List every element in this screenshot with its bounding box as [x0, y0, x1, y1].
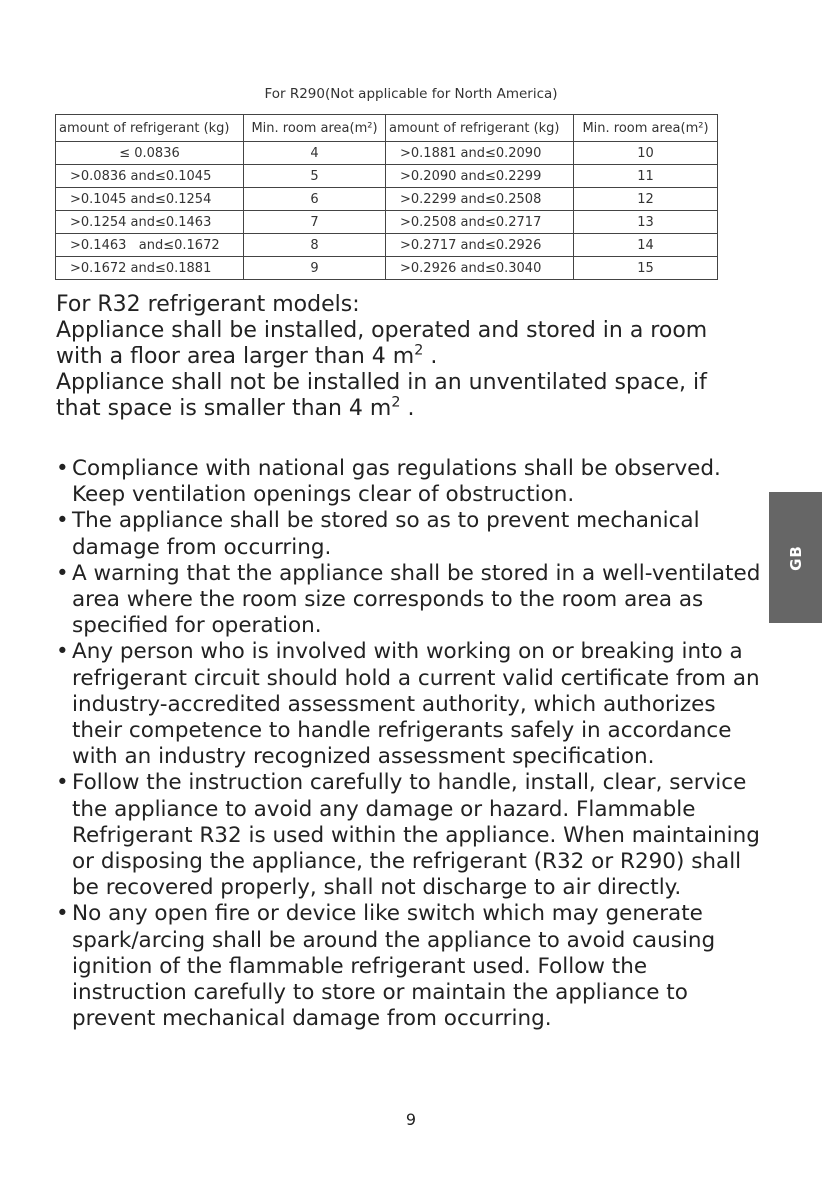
bullet-text: No any open fire or device like switch which may generate spark/arcing shall be around the appliance to avoid causing ignition of the flammable refrigerant used. Follow the instruction carefully to store or maintain the appliance to prevent mechanical damage from occurring. [72, 901, 716, 1032]
table-cell: >0.2090 and≤0.2299 [386, 165, 574, 188]
table-cell: >0.1254 and≤0.1463 [56, 211, 244, 234]
requirement-end: . [423, 344, 438, 369]
header-min-room-area: Min. room area(m²) [574, 115, 718, 142]
r32-intro [56, 292, 756, 422]
r32-heading: For R32 refrigerant models: [56, 292, 360, 317]
table-cell: >0.2508 and≤0.2717 [386, 211, 574, 234]
table-header-row [56, 115, 718, 142]
bullet-icon: • [56, 508, 69, 534]
r32-floor-area-requirement [56, 318, 756, 370]
table-cell: 12 [574, 188, 718, 211]
table-caption: For R290(Not applicable for North America) [264, 86, 558, 102]
table-cell: >0.1463 and≤0.1672 [56, 234, 244, 257]
superscript: 2 [391, 394, 401, 411]
table-row [56, 257, 718, 280]
bullet-text: The appliance shall be stored so as to prevent mechanical damage from occurring. [72, 508, 700, 560]
requirement-text: Appliance shall be installed, operated and stored in a room with a floor area larger than 4 m [56, 318, 708, 369]
bullet-icon: • [56, 901, 69, 927]
table-cell: >0.2717 and≤0.2926 [386, 234, 574, 257]
header-refrigerant-amount: amount of refrigerant (kg) [56, 115, 244, 142]
table-cell: 8 [244, 234, 386, 257]
bullet-text: Follow the instruction carefully to handle, install, clear, service the appliance to avoid any damage or hazard. Flammable Refrigerant R32 is used within the appliance. When maintaining or disposing the appliance, the refrigerant (R32 or R290) shall be recovered properly, shall not discharge to air directly. [72, 770, 760, 901]
bullet-text: A warning that the appliance shall be stored in a well-ventilated area where the room size corresponds to the room area as specified for operation. [72, 560, 761, 639]
table-cell: 11 [574, 165, 718, 188]
list-item [56, 508, 766, 560]
table-cell: 7 [244, 211, 386, 234]
table-cell: 15 [574, 257, 718, 280]
bullet-icon: • [56, 456, 69, 481]
table-cell: 6 [244, 188, 386, 211]
refrigerant-table [55, 114, 718, 280]
list-item [56, 456, 766, 508]
table-cell: 14 [574, 234, 718, 257]
header-min-room-area: Min. room area(m²) [244, 115, 386, 142]
table-row [56, 188, 718, 211]
table-cell: >0.2299 and≤0.2508 [386, 188, 574, 211]
table-cell: >0.0836 and≤0.1045 [56, 165, 244, 188]
table-cell: ≤ 0.0836 [56, 142, 244, 165]
table-cell: >0.1672 and≤0.1881 [56, 257, 244, 280]
page-number: 9 [405, 1110, 417, 1129]
table-row [56, 165, 718, 188]
table-cell: 4 [244, 142, 386, 165]
header-refrigerant-amount: amount of refrigerant (kg) [386, 115, 574, 142]
list-item [56, 561, 766, 640]
list-item [56, 639, 766, 770]
table-cell: >0.2926 and≤0.3040 [386, 257, 574, 280]
safety-bullet-list [56, 456, 766, 1032]
r32-ventilation-requirement [56, 370, 756, 422]
requirement-text: Appliance shall not be installed in an unventilated space, if that space is smaller than 4 m [56, 370, 707, 421]
table-row [56, 211, 718, 234]
language-tab-label: GB [786, 544, 805, 571]
bullet-icon: • [56, 639, 69, 665]
bullet-icon: • [56, 770, 69, 796]
list-item [56, 901, 766, 1032]
requirement-end: . [400, 396, 415, 421]
table-cell: 13 [574, 211, 718, 234]
language-tab [769, 492, 822, 623]
table-row [56, 234, 718, 257]
table-cell: >0.1045 and≤0.1254 [56, 188, 244, 211]
table-cell: >0.1881 and≤0.2090 [386, 142, 574, 165]
superscript: 2 [414, 342, 424, 359]
bullet-text: Compliance with national gas regulations shall be observed. Keep ventilation openings clear of obstruction. [72, 456, 721, 508]
table-cell: 5 [244, 165, 386, 188]
table-cell: 10 [574, 142, 718, 165]
table-cell: 9 [244, 257, 386, 280]
table-row [56, 142, 718, 165]
list-item [56, 770, 766, 901]
bullet-icon: • [56, 560, 69, 586]
bullet-text: Any person who is involved with working on or breaking into a refrigerant circuit should hold a current valid certificate from an industry-accredited assessment authority, which authorizes their competence to handle refrigerants safely in accordance with an industry recognized assessment specification. [72, 639, 760, 770]
